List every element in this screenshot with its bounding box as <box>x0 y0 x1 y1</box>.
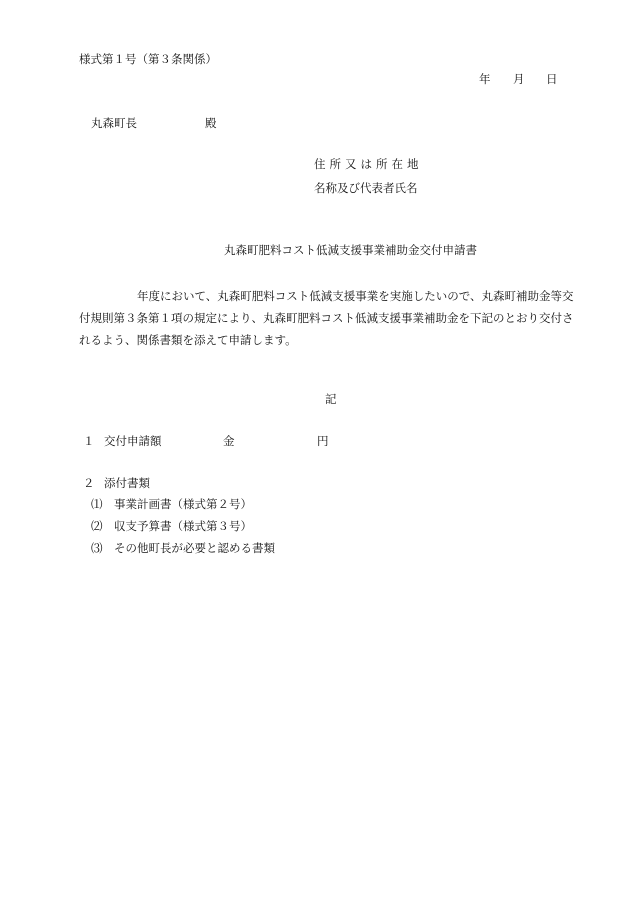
item2-label: 添付書類 <box>104 476 150 490</box>
item1-kin: 金 <box>223 434 235 448</box>
item2-number: ２ <box>83 476 95 490</box>
body-line: れるよう、関係書類を添えて申請します。 <box>79 333 297 347</box>
date-year: 年 <box>479 72 491 86</box>
addressee-name: 丸森町長 <box>91 116 137 130</box>
applicant-name-label: 名称及び代表者氏名 <box>314 181 418 195</box>
body-line: 年度において、丸森町肥料コスト低減支援事業を実施したいので、丸森町補助金等交 <box>137 289 574 303</box>
attachment-text: その他町長が必要と認める書類 <box>114 541 275 555</box>
ki-heading: 記 <box>325 392 337 406</box>
body-paragraph <box>79 285 602 351</box>
attachment-text: 収支予算書（様式第３号） <box>114 519 252 533</box>
attachment-number: ⑵ <box>91 519 103 533</box>
body-line: 付規則第３条第１項の規定により、丸森町肥料コスト低減支援事業補助金を下記のとおり交付さ <box>79 311 574 325</box>
date-day: 日 <box>546 72 558 86</box>
attachment-number: ⑴ <box>91 497 103 511</box>
attachment-text: 事業計画書（様式第２号） <box>114 497 252 511</box>
item1-label: 交付申請額 <box>104 434 162 448</box>
date-month: 月 <box>513 72 525 86</box>
applicant-address-label: 住所又は所在地 <box>314 157 423 171</box>
item1-number: １ <box>83 434 95 448</box>
form-label: 様式第１号（第３条関係） <box>79 52 217 66</box>
addressee-honorific: 殿 <box>205 116 217 130</box>
attachment-number: ⑶ <box>91 541 103 555</box>
document-title: 丸森町肥料コスト低減支援事業補助金交付申請書 <box>224 243 477 257</box>
item1-yen: 円 <box>317 434 329 448</box>
